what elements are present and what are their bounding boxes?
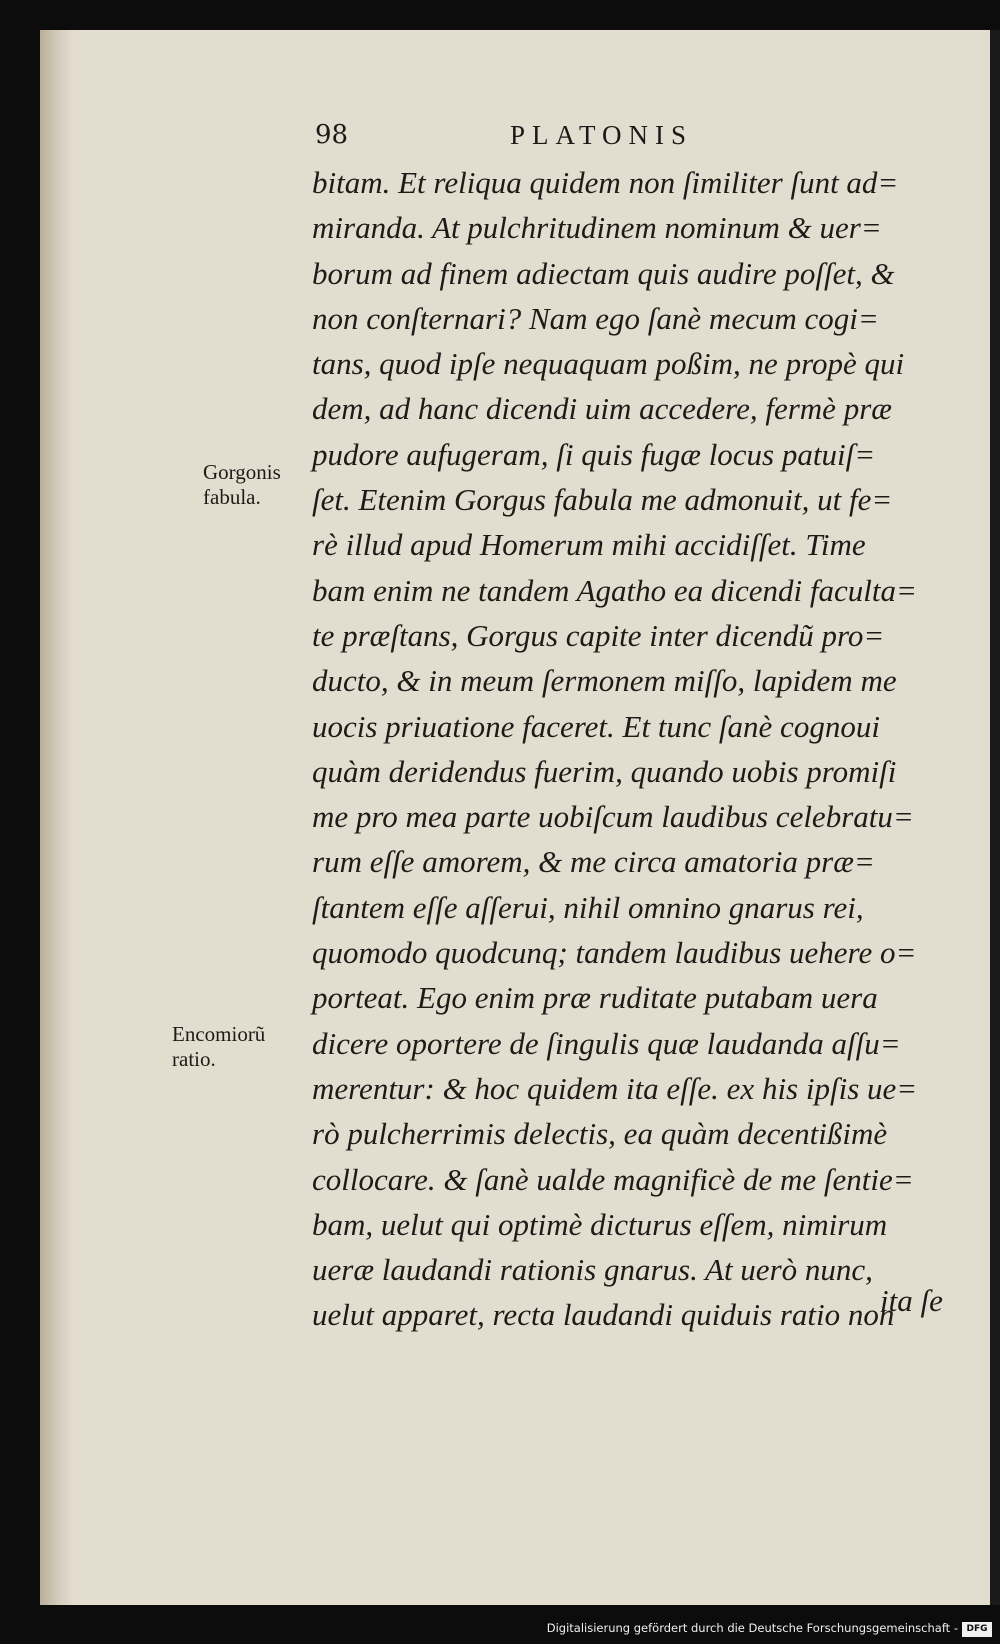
text-line: merentur: & hoc quidem ita eſſe. ex his ipſis ue= bbox=[312, 1070, 918, 1106]
text-line: bam enim ne tandem Agatho ea dicendi faculta= bbox=[312, 572, 917, 608]
text-line: collocare. & ſanè ualde magnificè de me ſentie= bbox=[312, 1161, 914, 1197]
text-line: dicere oportere de ſingulis quæ laudanda aſſu= bbox=[312, 1025, 901, 1061]
page-edge bbox=[40, 30, 74, 1605]
text-line: quomodo quodcunq; tandem laudibus uehere o= bbox=[312, 935, 917, 971]
text-line: ſet. Etenim Gorgus fabula me admonuit, ut fe= bbox=[312, 482, 893, 518]
footer-credit: Digitalisierung gefördert durch die Deutsche Forschungsgemeinschaft - bbox=[546, 1621, 958, 1635]
page-header bbox=[0, 120, 1000, 154]
text-line: miranda. At pulchritudinem nominum & uer= bbox=[312, 210, 882, 246]
text-line: dem, ad hanc dicendi uim accedere, fermè præ bbox=[312, 391, 892, 427]
marginal-note-gorgonis bbox=[203, 460, 281, 510]
text-line: rè illud apud Homerum mihi accidiſſet. Time bbox=[312, 527, 866, 563]
text-line: te præſtans, Gorgus capite inter dicendũ pro= bbox=[312, 617, 885, 653]
text-line: ſtantem eſſe aſſerui, nihil omnino gnarus rei, bbox=[312, 889, 864, 925]
catchword: ita ſe bbox=[880, 1283, 943, 1318]
text-line: borum ad finem adiectam quis audire poſſet, & bbox=[312, 255, 895, 291]
text-line: uocis priuatione faceret. Et tunc ſanè cognoui bbox=[312, 708, 880, 744]
text-line: me pro mea parte uobiſcum laudibus celebratu= bbox=[312, 799, 914, 835]
main-text bbox=[312, 160, 962, 1338]
text-line: non conſternari? Nam ego ſanè mecum cogi= bbox=[312, 300, 879, 336]
text-line: ducto, & in meum ſermonem miſſo, lapidem me bbox=[312, 663, 897, 699]
text-line: ueræ laudandi rationis gnarus. At uerò nunc, bbox=[312, 1252, 873, 1288]
text-line: bam, uelut qui optimè dicturus eſſem, nimirum bbox=[312, 1206, 888, 1242]
text-line: rò pulcherrimis delectis, ea quàm decentißimè bbox=[312, 1116, 888, 1152]
text-line: pudore aufugeram, ſi quis fugæ locus patuiſ= bbox=[312, 436, 876, 472]
marginal-note-encomiorum bbox=[172, 1022, 265, 1072]
text-line: tans, quod ipſe nequaquam poßim, ne propè qui bbox=[312, 346, 905, 382]
text-line: rum eſſe amorem, & me circa amatoria præ= bbox=[312, 844, 875, 880]
marginal-note-line: Gorgonis bbox=[203, 460, 281, 484]
page-number: 98 bbox=[315, 120, 349, 150]
running-title: PLATONIS bbox=[510, 120, 694, 150]
text-line: quàm deridendus fuerim, quando uobis promiſi bbox=[312, 753, 897, 789]
marginal-note-line: ratio. bbox=[172, 1047, 216, 1071]
text-line: porteat. Ego enim præ ruditate putabam uera bbox=[312, 980, 878, 1016]
marginal-note-line: Encomiorũ bbox=[172, 1022, 266, 1046]
dfg-logo: DFG bbox=[962, 1622, 992, 1637]
text-line: uelut apparet, recta laudandi quiduis ratio non bbox=[312, 1297, 895, 1333]
text-line: bitam. Et reliqua quidem non ſimiliter ſunt ad= bbox=[312, 165, 899, 200]
marginal-note-line: fabula. bbox=[203, 485, 261, 509]
digitization-footer bbox=[0, 1616, 1000, 1644]
spine-shadow bbox=[990, 30, 1000, 1605]
